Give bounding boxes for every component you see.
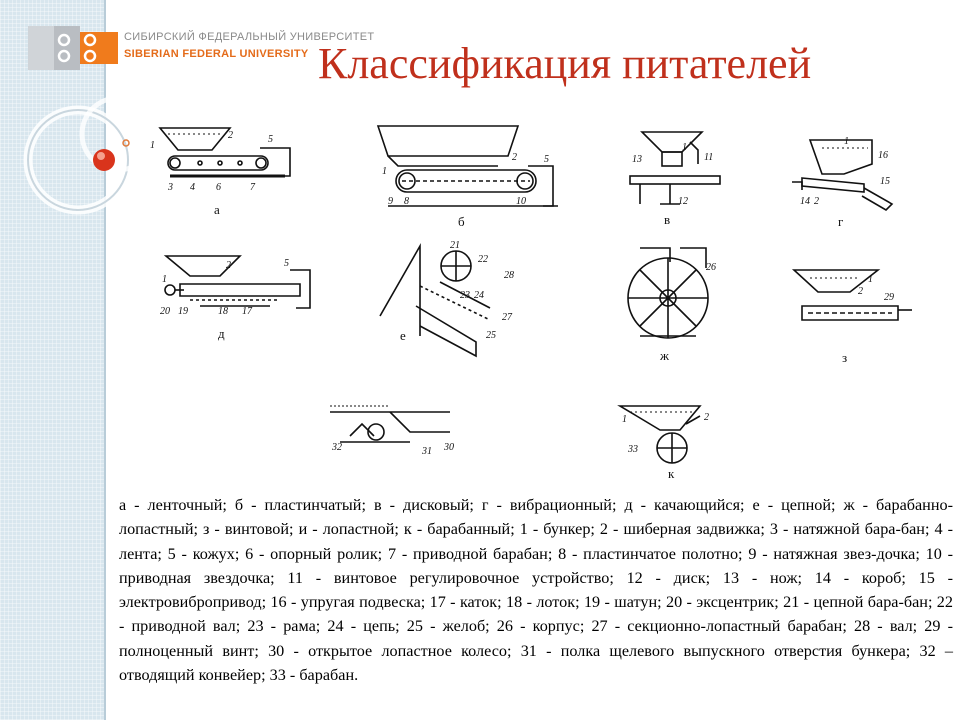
figure-e-chain-feeder bbox=[380, 240, 514, 356]
part-number: 2 bbox=[704, 412, 709, 423]
figure-i-blade-feeder bbox=[330, 406, 454, 457]
figure-label: в bbox=[664, 212, 671, 227]
figure-zh-drum-blade-feeder bbox=[628, 248, 716, 363]
part-number: 10 bbox=[516, 196, 526, 207]
part-number: 12 bbox=[678, 196, 688, 207]
figure-label: г bbox=[838, 214, 844, 229]
part-number: 1 bbox=[868, 274, 873, 285]
figure-label: б bbox=[458, 214, 465, 229]
part-number: 15 bbox=[880, 176, 890, 187]
figure-label: а bbox=[214, 202, 220, 217]
part-number: 1 bbox=[162, 274, 167, 285]
part-number: 19 bbox=[178, 306, 188, 317]
part-number: 27 bbox=[502, 312, 512, 323]
figure-label: е bbox=[400, 328, 406, 343]
part-number: 1 bbox=[150, 140, 155, 151]
part-number: 1 bbox=[382, 166, 387, 177]
figure-b-plate-feeder bbox=[378, 126, 558, 229]
part-number: 24 bbox=[474, 290, 484, 301]
part-number: 13 bbox=[632, 154, 642, 165]
figure-label: ж bbox=[660, 348, 669, 363]
part-number: 2 bbox=[858, 286, 863, 297]
red-bullet-icon bbox=[93, 149, 115, 171]
part-number: 5 bbox=[544, 154, 549, 165]
feeder-diagrams bbox=[120, 120, 920, 480]
university-name-en: SIBERIAN FEDERAL UNIVERSITY bbox=[124, 48, 309, 60]
part-number: 26 bbox=[706, 262, 716, 273]
legend-caption: а - ленточный; б - пластинчатый; в - дисковый; г - вибрационный; д - качающийся; е - цепной; ж - барабанно-лопастный; з - винтовой; и - лопастной; к - барабанный; 1 - бункер; 2 - шиберная задвижка; 3 - натяжной бара-бан; 4 - лента; 5 - кожух; 6 - опорный ролик; 7 - приводной барабан; 8 - пластинчатое полотно; 9 - натяжная звез-дочка; 10 - приводная звездочка; 11 - винтовое регулировочное устройство; 12 - диск; 13 - нож; 14 - короб; 15 - электровибропривод; 16 - упругая подвеска; 17 - каток; 18 - лоток; 19 - шатун; 20 - эксцентрик; 21 - цепной бара-бан; 22 - приводной вал; 23 - рама; 24 - цепь; 25 - желоб; 26 - корпус; 27 - секционно-лопастный барабан; 28 - вал; 29 - полноценный винт; 30 - открытое лопастное колесо; 31 - полка щелевого выпускного отверстия бункера; 32 – отводящий конвейер; 33 - барабан. bbox=[119, 496, 953, 685]
part-number: 6 bbox=[216, 182, 221, 193]
part-number: 2 bbox=[512, 152, 517, 163]
part-number: 5 bbox=[268, 134, 273, 145]
part-number: 17 bbox=[242, 306, 252, 317]
part-number: 1 bbox=[622, 414, 627, 425]
part-number: 1 bbox=[682, 142, 687, 153]
part-number: 16 bbox=[878, 150, 888, 161]
figure-label: к bbox=[668, 466, 675, 480]
figure-d-swinging-feeder bbox=[160, 256, 310, 341]
part-number: 22 bbox=[478, 254, 488, 265]
part-number: 31 bbox=[422, 446, 432, 457]
part-number: 28 bbox=[504, 270, 514, 281]
figure-g-vibration-feeder bbox=[792, 136, 892, 229]
part-number: 2 bbox=[814, 196, 819, 207]
part-number: 5 bbox=[284, 258, 289, 269]
part-number: 25 bbox=[486, 330, 496, 341]
part-number: 11 bbox=[704, 152, 714, 163]
part-number: 2 bbox=[226, 260, 231, 271]
page-title: Классификация питателей bbox=[318, 39, 812, 88]
part-number: 8 bbox=[404, 196, 409, 207]
figure-k-drum-feeder bbox=[620, 406, 709, 480]
part-number: 14 bbox=[800, 196, 810, 207]
part-number: 32 bbox=[332, 442, 342, 453]
sfu-logo-icon bbox=[28, 26, 118, 70]
university-name-ru: СИБИРСКИЙ ФЕДЕРАЛЬНЫЙ УНИВЕРСИТЕТ bbox=[124, 31, 375, 43]
part-number: 20 bbox=[160, 306, 170, 317]
part-number: 33 bbox=[628, 444, 638, 455]
part-number: 1 bbox=[844, 136, 849, 147]
part-number: 7 bbox=[250, 182, 255, 193]
figure-v-disc-feeder bbox=[630, 132, 720, 227]
part-number: 3 bbox=[168, 182, 173, 193]
part-number: 2 bbox=[228, 130, 233, 141]
figure-z-screw-feeder bbox=[794, 270, 912, 365]
part-number: 23 bbox=[460, 290, 470, 301]
part-number: 18 bbox=[218, 306, 228, 317]
figure-label: з bbox=[842, 350, 848, 365]
part-number: 21 bbox=[450, 240, 460, 251]
figure-label: д bbox=[218, 326, 225, 341]
part-number: 9 bbox=[388, 196, 393, 207]
part-number: 30 bbox=[444, 442, 454, 453]
part-number: 29 bbox=[884, 292, 894, 303]
part-number: 4 bbox=[190, 182, 195, 193]
figure-a-belt-feeder bbox=[150, 128, 290, 217]
